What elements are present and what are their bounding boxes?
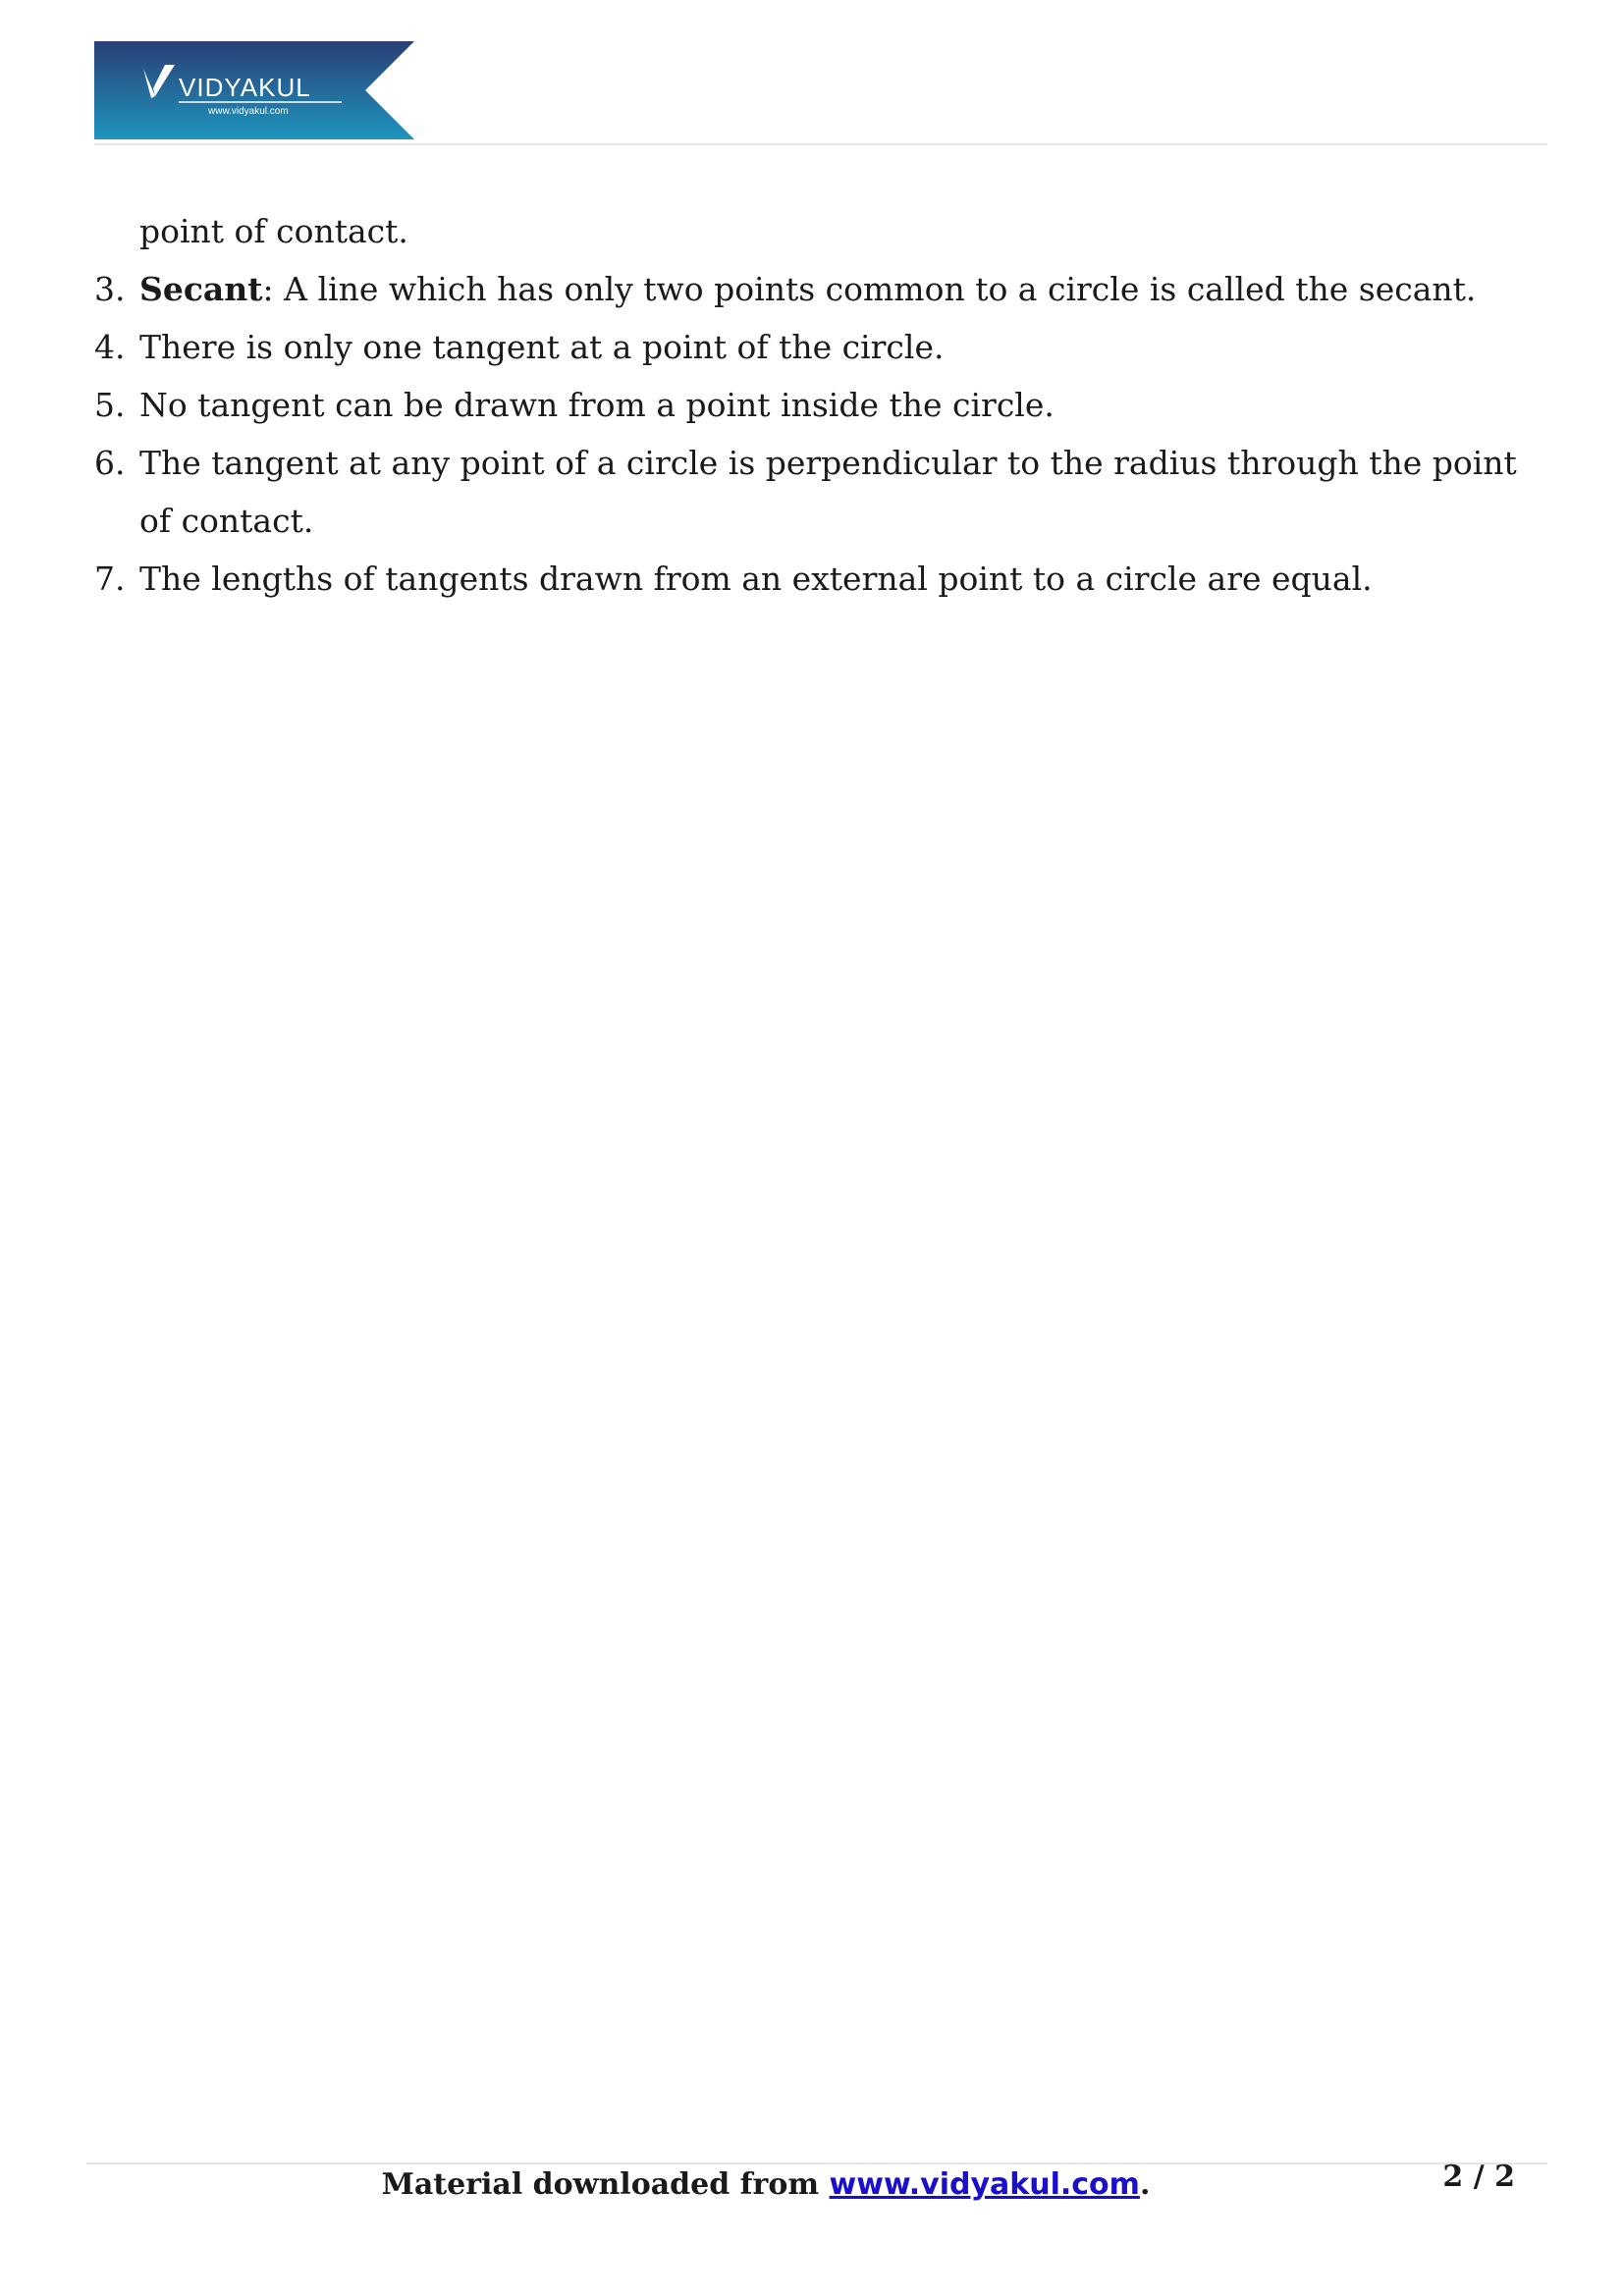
page-number: 2 / 2	[1442, 2160, 1515, 2194]
continuation-text: point of contact.	[139, 212, 408, 250]
list-item	[94, 434, 1538, 550]
list-item	[94, 376, 1538, 434]
list-item	[94, 550, 1538, 608]
header-logo-banner	[94, 41, 414, 139]
list-item-number: 6.	[94, 444, 126, 482]
header-divider	[94, 143, 1547, 145]
footer-credit	[0, 2167, 1532, 2202]
list-item-term: Secant	[139, 270, 263, 308]
footer-divider	[86, 2163, 1547, 2164]
list-item-text: No tangent can be drawn from a point inside the circle.	[139, 386, 1055, 424]
list-item	[94, 260, 1538, 318]
document-body	[94, 202, 1538, 608]
list-item-number: 5.	[94, 386, 126, 424]
footer-link[interactable]: www.vidyakul.com	[829, 2167, 1140, 2202]
list-item-text: The lengths of tangents drawn from an external point to a circle are equal.	[139, 560, 1373, 598]
list-item-number: 7.	[94, 560, 126, 598]
footer-suffix: .	[1139, 2167, 1151, 2202]
list-item-number: 4.	[94, 328, 126, 366]
list-item	[94, 318, 1538, 376]
continuation-line	[94, 202, 1538, 260]
logo-url-text: www.vidyakul.com	[208, 106, 289, 117]
logo-brand-text: VIDYAKUL	[179, 73, 311, 102]
list-item-text: There is only one tangent at a point of the circle.	[139, 328, 945, 366]
list-item-text: The tangent at any point of a circle is perpendicular to the radius through the point of contact.	[139, 444, 1517, 540]
list-item-number: 3.	[94, 270, 126, 308]
footer-prefix: Material downloaded from	[381, 2167, 830, 2202]
list-item-text: : A line which has only two points common to a circle is called the secant.	[262, 270, 1477, 308]
